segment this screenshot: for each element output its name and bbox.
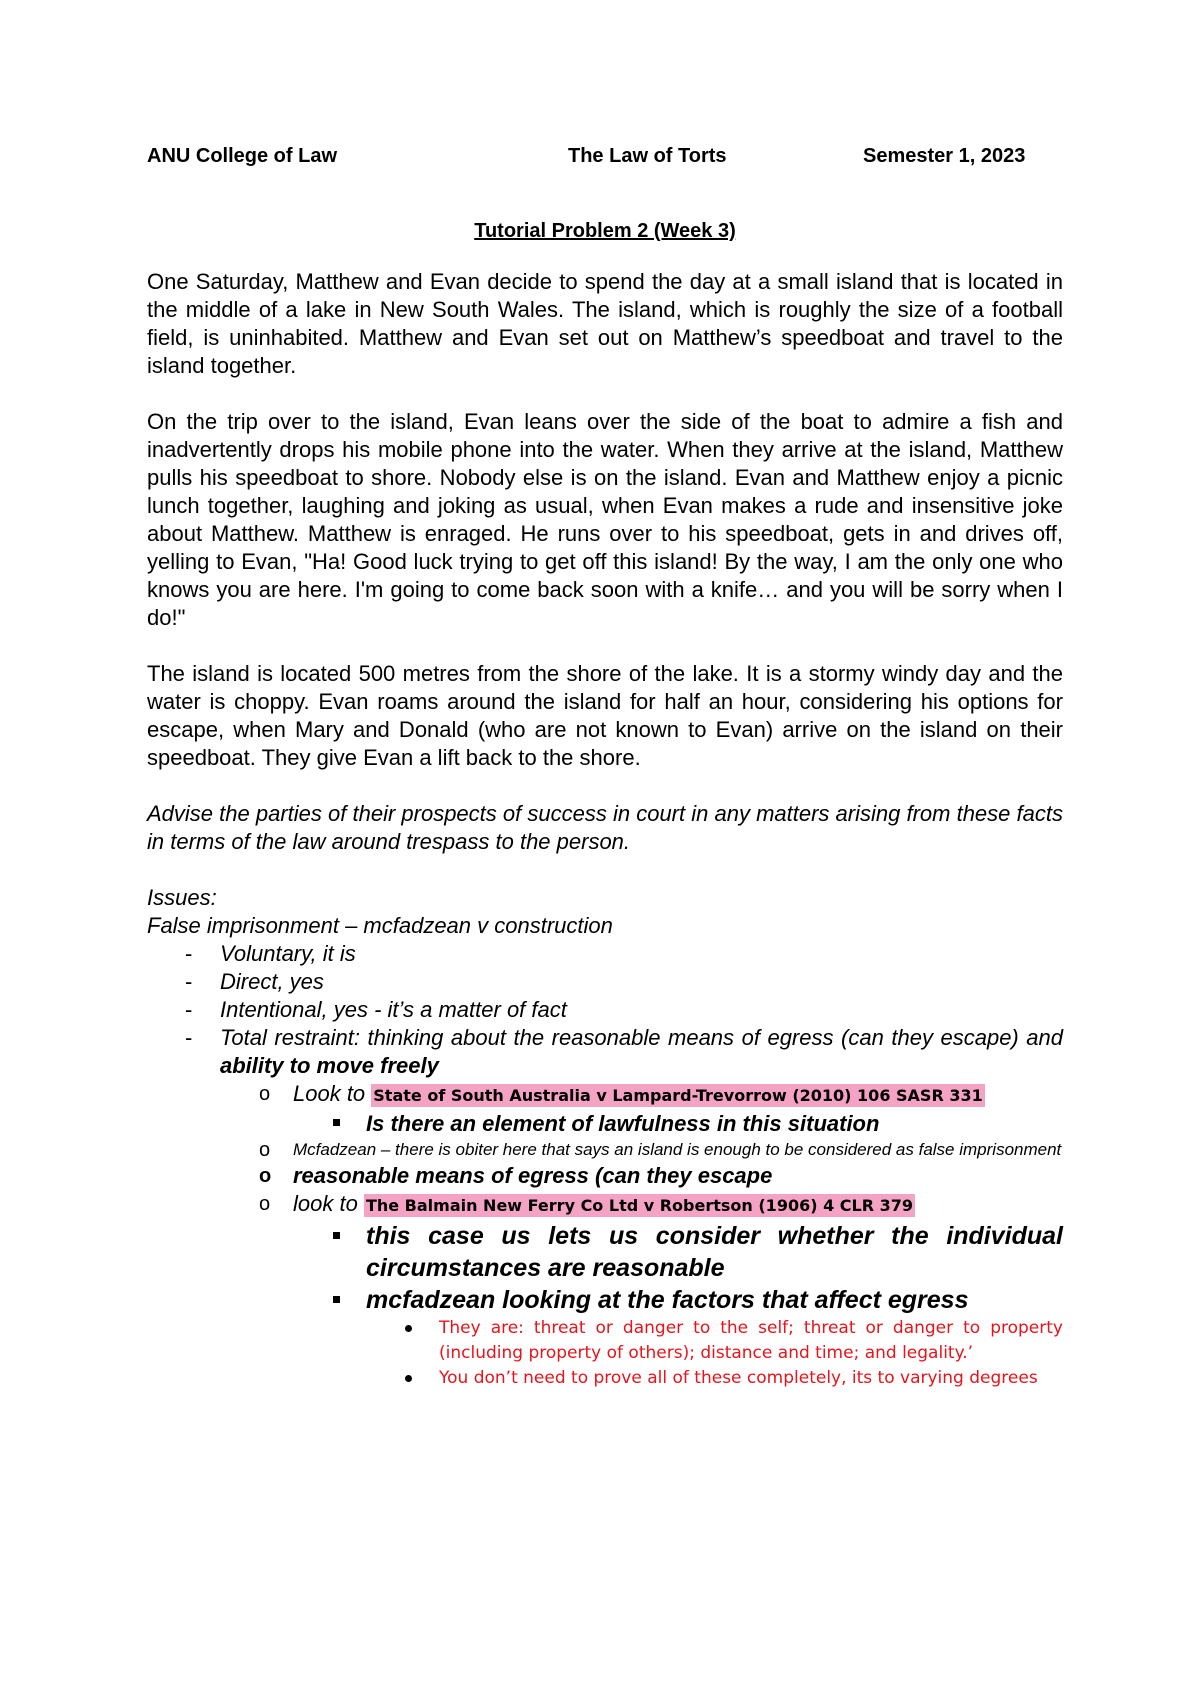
elements-list bbox=[147, 940, 1063, 1080]
paragraph-3: The island is located 500 metres from the shore of the lake. It is a stormy windy day and the water is choppy. Evan roams around the island for half an hour, considering his options for escape, when Mary and Donald (who are not known to Evan) arrive on the island on their speedboat. They give Evan a lift back to the shore. bbox=[147, 661, 1063, 770]
case-citation-lampard: State of South Australia v Lampard-Trevorrow (2010) 106 SASR 331 bbox=[373, 1086, 983, 1105]
egress-factors-point: mcfadzean looking at the factors that affect egress bbox=[366, 1286, 969, 1314]
mcfadzean-obiter: Mcfadzean – there is obiter here that says an island is enough to be considered as false imprisonment bbox=[293, 1140, 1062, 1159]
egress-point: reasonable means of egress (can they escape bbox=[293, 1163, 773, 1188]
list-item bbox=[147, 996, 1063, 1024]
look-to-label: Look to bbox=[293, 1081, 372, 1106]
restraint-bold-text: ability to move freely bbox=[220, 1053, 439, 1078]
element-intentional: Intentional, yes - it’s a matter of fact bbox=[220, 997, 567, 1022]
factors-detail: They are: threat or danger to the self; threat or danger to property (including property of others); distance and time; and legality.’ bbox=[439, 1318, 1063, 1363]
bullet-dot-icon bbox=[405, 1375, 412, 1382]
sub-points-list bbox=[147, 1080, 1063, 1110]
sub-points-list-2 bbox=[147, 1138, 1063, 1220]
dash-marker: - bbox=[185, 941, 193, 966]
individual-circumstances-point: this case us lets us consider whether the individual circumstances are reasonable bbox=[366, 1222, 1063, 1282]
list-item bbox=[147, 1316, 1063, 1366]
list-item bbox=[147, 1080, 1063, 1110]
list-item bbox=[147, 1024, 1063, 1080]
header-semester: Semester 1, 2023 bbox=[863, 145, 1026, 167]
element-total-restraint: Total restraint: thinking about the reasonable means of egress (can they escape) and bbox=[220, 1025, 1063, 1050]
list-item bbox=[147, 1190, 1063, 1220]
circle-marker: o bbox=[259, 1139, 271, 1161]
header-institution: ANU College of Law bbox=[147, 145, 338, 167]
list-item bbox=[147, 940, 1063, 968]
circle-marker: o bbox=[259, 1193, 271, 1215]
header-course: The Law of Torts bbox=[568, 145, 727, 167]
list-item bbox=[147, 1220, 1063, 1284]
paragraph-1: One Saturday, Matthew and Evan decide to spend the day at a small island that is located in the middle of a lake in New South Wales. The island, which is roughly the size of a football field, is uninhabited. Matthew and Evan set out on Matthew’s speedboat and travel to the island together. bbox=[147, 269, 1063, 378]
list-item bbox=[147, 1162, 1063, 1190]
bullet-dot-icon bbox=[405, 1325, 412, 1332]
dash-marker: - bbox=[185, 969, 193, 994]
look-to-label-2: look to bbox=[293, 1191, 364, 1216]
factors-list bbox=[147, 1316, 1063, 1391]
issues-heading: Issues: bbox=[147, 885, 217, 910]
page-header bbox=[147, 145, 1063, 171]
document-title: Tutorial Problem 2 (Week 3) bbox=[474, 220, 736, 242]
element-voluntary: Voluntary, it is bbox=[220, 941, 356, 966]
square-bullet-icon bbox=[333, 1296, 340, 1303]
issues-subheading: False imprisonment – mcfadzean v construction bbox=[147, 913, 613, 938]
circle-marker: o bbox=[259, 1083, 271, 1105]
document-page bbox=[147, 0, 1063, 1698]
element-direct: Direct, yes bbox=[220, 969, 324, 994]
issues-section bbox=[147, 884, 1063, 1391]
dash-marker: - bbox=[185, 1025, 193, 1050]
lawfulness-point: Is there an element of lawfulness in this situation bbox=[366, 1111, 880, 1136]
square-bullet-icon bbox=[333, 1232, 340, 1239]
list-item bbox=[147, 1284, 1063, 1316]
list-item bbox=[147, 1366, 1063, 1391]
dash-marker: - bbox=[185, 997, 193, 1022]
list-item bbox=[147, 968, 1063, 996]
circle-marker: o bbox=[259, 1165, 272, 1187]
lawfulness-list bbox=[147, 1110, 1063, 1138]
paragraph-2: On the trip over to the island, Evan leans over the side of the boat to admire a fish and inadvertently drops his mobile phone into the water. When they arrive at the island, Matthew pulls his speedboat to shore. Nobody else is on the island. Evan and Matthew enjoy a picnic lunch together, laughing and joking as usual, when Evan makes a rude and insensitive joke about Matthew. Matthew is enraged. He runs over to his speedboat, gets in and drives off, yelling to Evan, "Ha! Good luck trying to get off this island! By the way, I am the only one who knows you are here. I'm going to come back soon with a knife… and you will be sorry when I do!" bbox=[147, 409, 1063, 630]
case-citation-balmain: The Balmain New Ferry Co Ltd v Robertson (1906) 4 CLR 379 bbox=[365, 1196, 914, 1215]
square-bullet-icon bbox=[333, 1119, 340, 1126]
factors-degrees: You don’t need to prove all of these completely, its to varying degrees bbox=[439, 1368, 1038, 1388]
paragraph-question: Advise the parties of their prospects of success in court in any matters arising from these facts in terms of the law around trespass to the person. bbox=[147, 801, 1063, 854]
list-item bbox=[147, 1110, 1063, 1138]
list-item bbox=[147, 1138, 1063, 1162]
circumstances-list bbox=[147, 1220, 1063, 1316]
